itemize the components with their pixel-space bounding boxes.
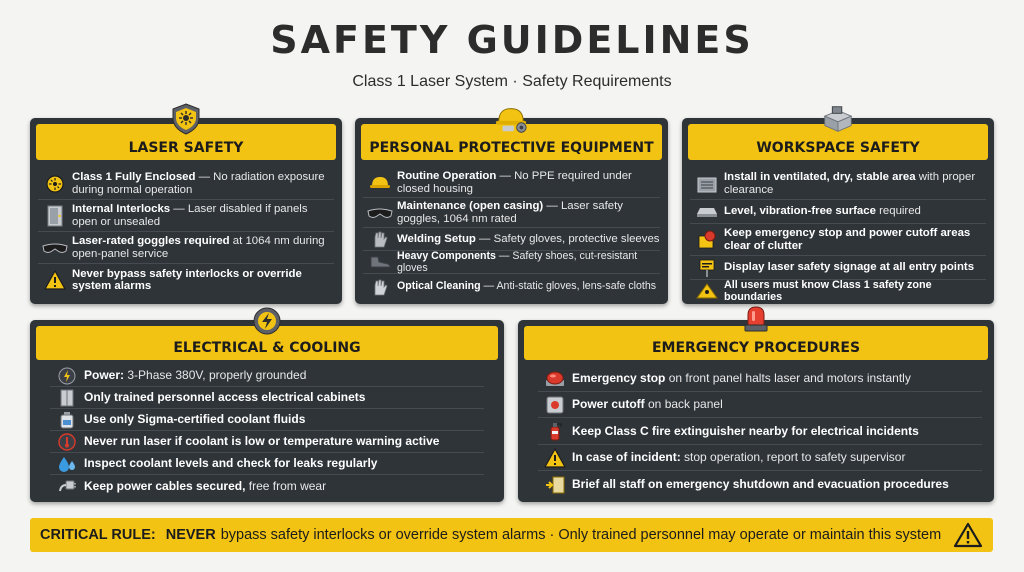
list-item: Optical Cleaning — Anti-static gloves, lens-safe cloths — [363, 274, 660, 299]
laser-warning-icon — [38, 174, 72, 194]
list-item: Laser-rated goggles required at 1064 nm during open-panel service — [38, 232, 334, 264]
list-item: Routine Operation — No PPE required under closed housing — [363, 168, 660, 198]
list-item: Internal Interlocks — Laser disabled if panels open or unsealed — [38, 200, 334, 232]
power-cutoff-icon — [538, 396, 572, 414]
emergency-stop-icon — [690, 230, 724, 250]
list-item: Inspect coolant levels and check for leaks regularly — [50, 453, 484, 475]
emergency-panel — [518, 320, 994, 502]
list-item: Maintenance (open casing) — Laser safety goggles, 1064 nm rated — [363, 198, 660, 228]
goggles-icon — [363, 206, 397, 220]
ppe-heading: PERSONAL PROTECTIVE EQUIPMENT — [361, 124, 662, 160]
list-item: Brief all staff on emergency shutdown and evacuation procedures — [538, 471, 982, 498]
power-plug-icon — [50, 367, 84, 385]
zone-boundary-icon — [690, 283, 724, 299]
list-item: Emergency stop on front panel halts laser and motors instantly — [538, 365, 982, 392]
ventilation-icon — [690, 174, 724, 194]
coolant-bottle-icon — [50, 411, 84, 429]
ppe-list — [363, 168, 660, 299]
glove-icon — [363, 278, 397, 296]
warning-triangle-icon — [953, 522, 983, 552]
workspace-panel — [682, 118, 994, 304]
ppe-panel — [355, 118, 668, 304]
door-panel-icon — [38, 205, 72, 227]
list-item: Class 1 Fully Enclosed — No radiation exposure during normal operation — [38, 168, 334, 200]
list-item: Power: 3-Phase 380V, properly grounded — [50, 365, 484, 387]
temperature-warning-icon — [50, 433, 84, 451]
list-item: Install in ventilated, dry, stable area with proper clearance — [690, 168, 986, 200]
list-item: Never bypass safety interlocks or override system alarms — [38, 264, 334, 296]
list-item: Power cutoff on back panel — [538, 392, 982, 418]
list-item: Keep emergency stop and power cutoff areas clear of clutter — [690, 224, 986, 256]
list-item: All users must know Class 1 safety zone boundaries — [690, 280, 986, 302]
workspace-heading: WORKSPACE SAFETY — [688, 124, 988, 160]
list-item: Use only Sigma-certified coolant fluids — [50, 409, 484, 431]
power-cable-icon — [50, 478, 84, 494]
level-surface-icon — [690, 206, 724, 218]
fire-extinguisher-icon — [538, 421, 572, 441]
water-drops-icon — [50, 455, 84, 473]
list-item: Keep power cables secured, free from wear — [50, 475, 484, 497]
page-subtitle: Class 1 Laser System · Safety Requirements — [352, 73, 672, 90]
exit-door-icon — [538, 476, 572, 494]
list-item: In case of incident: stop operation, report to safety supervisor — [538, 445, 982, 471]
critical-rule-banner — [30, 518, 993, 552]
warning-triangle-icon — [538, 448, 572, 468]
cabinet-icon — [50, 389, 84, 407]
laser-safety-panel — [30, 118, 342, 304]
list-item: Heavy Components — Safety shoes, cut-resistant gloves — [363, 251, 660, 274]
critical-rule-label: CRITICAL RULE: — [40, 527, 156, 543]
list-item: Display laser safety signage at all entry points — [690, 256, 986, 280]
workspace-list — [690, 168, 986, 302]
list-item: Never run laser if coolant is low or temperature warning active — [50, 431, 484, 453]
list-item: Only trained personnel access electrical cabinets — [50, 387, 484, 409]
list-item: Level, vibration-free surface required — [690, 200, 986, 224]
workstation-icon — [821, 104, 855, 134]
laser-safety-heading: LASER SAFETY — [36, 124, 336, 160]
signage-icon — [690, 258, 724, 278]
critical-rule-never: NEVER — [165, 527, 216, 543]
electrical-cooling-icon — [250, 306, 284, 336]
list-item: Keep Class C fire extinguisher nearby for electrical incidents — [538, 418, 982, 445]
hard-hat-icon — [494, 104, 528, 134]
list-item: Welding Setup — Safety gloves, protective sleeves — [363, 228, 660, 251]
emergency-list — [538, 365, 982, 498]
critical-rule-text: bypass safety interlocks or override system alarms · Only trained personnel may operate or maintain this system — [220, 527, 942, 543]
warning-triangle-icon — [38, 270, 72, 290]
goggles-icon — [38, 241, 72, 255]
hard-hat-icon — [363, 175, 397, 191]
emergency-heading: EMERGENCY PROCEDURES — [524, 326, 988, 360]
laser-safety-list — [38, 168, 334, 296]
electrical-cooling-panel — [30, 320, 504, 502]
page-title: SAFETY GUIDELINES — [270, 18, 754, 62]
electrical-cooling-list — [50, 365, 484, 497]
glove-icon — [363, 230, 397, 248]
electrical-cooling-heading: ELECTRICAL & COOLING — [36, 326, 498, 360]
emergency-stop-icon — [538, 369, 572, 387]
safety-shoe-icon — [363, 255, 397, 269]
alarm-beacon-icon — [739, 304, 773, 334]
laser-shield-icon — [169, 104, 203, 134]
